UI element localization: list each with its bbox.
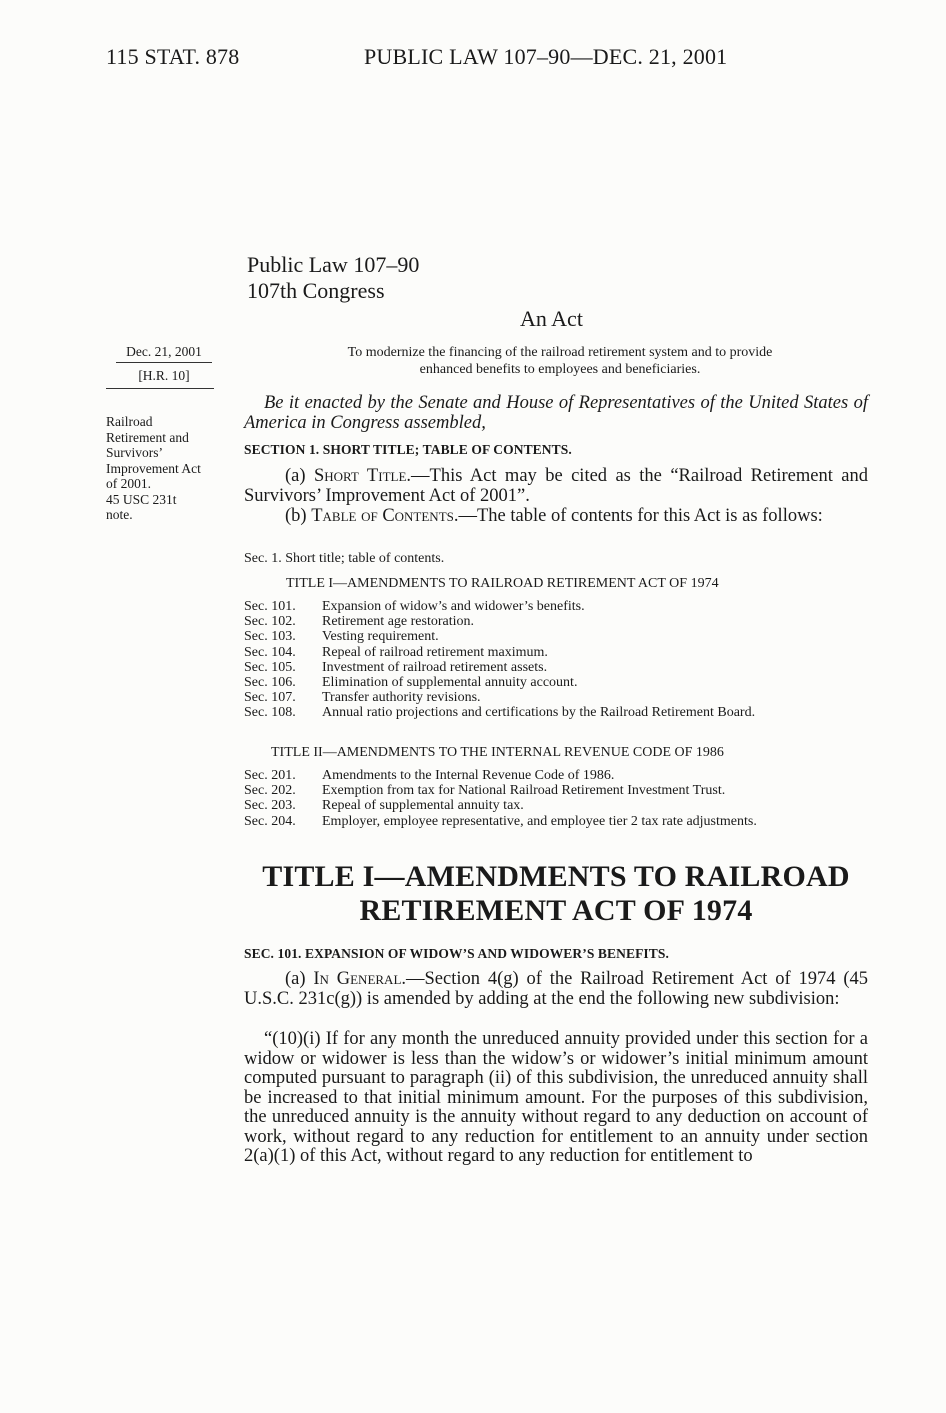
paragraph-label: (a) xyxy=(285,466,314,486)
toc-entry: Sec. 203. Repeal of supplemental annuity tax. xyxy=(244,798,524,814)
section-101-heading: SEC. 101. EXPANSION OF WIDOW’S AND WIDOWER’S BENEFITS. xyxy=(244,946,669,961)
toc-title-1: TITLE I—AMENDMENTS TO RAILROAD RETIREMENT ACT OF 1974 xyxy=(286,576,719,591)
toc-entry: Sec. 106. Elimination of supplemental annuity account. xyxy=(244,675,578,691)
margin-date: Dec. 21, 2001 xyxy=(116,344,212,363)
toc-entry: Sec. 102. Retirement age restoration. xyxy=(244,614,474,630)
margin-note-line: Retirement and xyxy=(106,429,189,445)
margin-note xyxy=(106,414,236,523)
toc-title-2: TITLE II—AMENDMENTS TO THE INTERNAL REVENUE CODE OF 1986 xyxy=(271,745,724,760)
public-law-number: Public Law 107–90 xyxy=(247,252,420,277)
margin-note-line: of 2001. xyxy=(106,476,151,491)
toc-entry: Sec. 108. Annual ratio projections and certifications by the Railroad Retirement Board. xyxy=(244,705,756,721)
toc-entry: Sec. 101. Expansion of widow’s and widower’s benefits. xyxy=(244,599,585,614)
paragraph-caption: In General xyxy=(313,969,402,989)
an-act-heading: An Act xyxy=(520,306,583,331)
paragraph-text: .—The table of contents for this Act is as follows: xyxy=(453,506,823,526)
paragraph-label: (a) xyxy=(285,969,314,989)
enacting-clause: Be it enacted by the Senate and House of Representatives of the United States of America in Congress assembled, xyxy=(244,393,868,433)
in-general-paragraph xyxy=(244,970,868,1009)
toc-list-title-2 xyxy=(244,768,868,829)
toc-entry: Sec. 104. Repeal of railroad retirement maximum. xyxy=(244,644,548,660)
purpose-statement xyxy=(265,344,855,378)
margin-note-line: Railroad xyxy=(106,414,153,429)
margin-note-line: Survivors’ xyxy=(106,445,163,460)
toc-entry: Sec. 105. Investment of railroad retirement assets. xyxy=(244,659,548,675)
margin-note-line: 45 USC 231t xyxy=(106,491,177,507)
toc-entry: Sec. 103. Vesting requirement. xyxy=(244,629,439,645)
paragraph-label: (b) xyxy=(285,506,312,526)
paragraph-caption: Short Title xyxy=(313,466,407,486)
toc-entry-sec-1: Sec. 1. Short title; table of contents. xyxy=(244,551,445,566)
margin-rule xyxy=(106,388,214,389)
quoted-subdivision-paragraph: “(10)(i) If for any month the unreduced annuity provided under this section for a widow or widower is less than the widow’s or widower’s initial minimum amount computed pursuant to paragraph (ii) of this subdivision, the unreduced annuity shall be increased to that initial minimum amount. For the purposes of this subdivision, the unreduced annuity is the annuity without regard to any deduction on account of work, without regard to any reduction for entitlement to an annuity under section 2(a)(1) of this Act, without regard to any reduction for entitlement to xyxy=(244,1029,868,1166)
margin-note-line: Improvement Act xyxy=(106,460,201,476)
running-head: PUBLIC LAW 107–90—DEC. 21, 2001 xyxy=(364,44,728,69)
paragraph-text: .—Section 4(g) of the Railroad Retirement Act of 1974 (45 U.S.C. 231c(g)) is amended by adding at the end the following new subdivision: xyxy=(244,969,868,1009)
title-1-heading xyxy=(244,860,868,928)
paragraph-text: .—This Act may be cited as the “Railroad Retirement and Survivors’ Improvement Act of 2001”. xyxy=(244,466,868,506)
margin-bill-number: [H.R. 10] xyxy=(138,368,190,383)
page-reference: 115 STAT. 878 xyxy=(106,44,240,69)
title-heading-line: TITLE I—AMENDMENTS TO RAILROAD xyxy=(262,860,850,893)
purpose-line: enhanced benefits to employees and beneficiaries. xyxy=(419,362,701,377)
section-1-heading: SECTION 1. SHORT TITLE; TABLE OF CONTENTS. xyxy=(244,442,572,457)
toc-list-title-1 xyxy=(244,599,868,721)
paragraph-caption: Table of Contents xyxy=(311,506,454,526)
toc-entry: Sec. 204. Employer, employee representative, and employee tier 2 tax rate adjustments. xyxy=(244,813,757,829)
purpose-line: To modernize the financing of the railroad retirement system and to provide xyxy=(347,345,773,360)
table-of-contents-paragraph xyxy=(244,507,868,527)
toc-entry: Sec. 107. Transfer authority revisions. xyxy=(244,690,481,706)
short-title-paragraph xyxy=(244,467,868,506)
congress-label: 107th Congress xyxy=(247,278,385,303)
title-heading-line: RETIREMENT ACT OF 1974 xyxy=(359,894,753,927)
toc-entry: Sec. 202. Exemption from tax for National Railroad Retirement Investment Trust. xyxy=(244,783,726,799)
toc-entry: Sec. 201. Amendments to the Internal Revenue Code of 1986. xyxy=(244,768,615,783)
margin-note-line: note. xyxy=(106,507,133,522)
